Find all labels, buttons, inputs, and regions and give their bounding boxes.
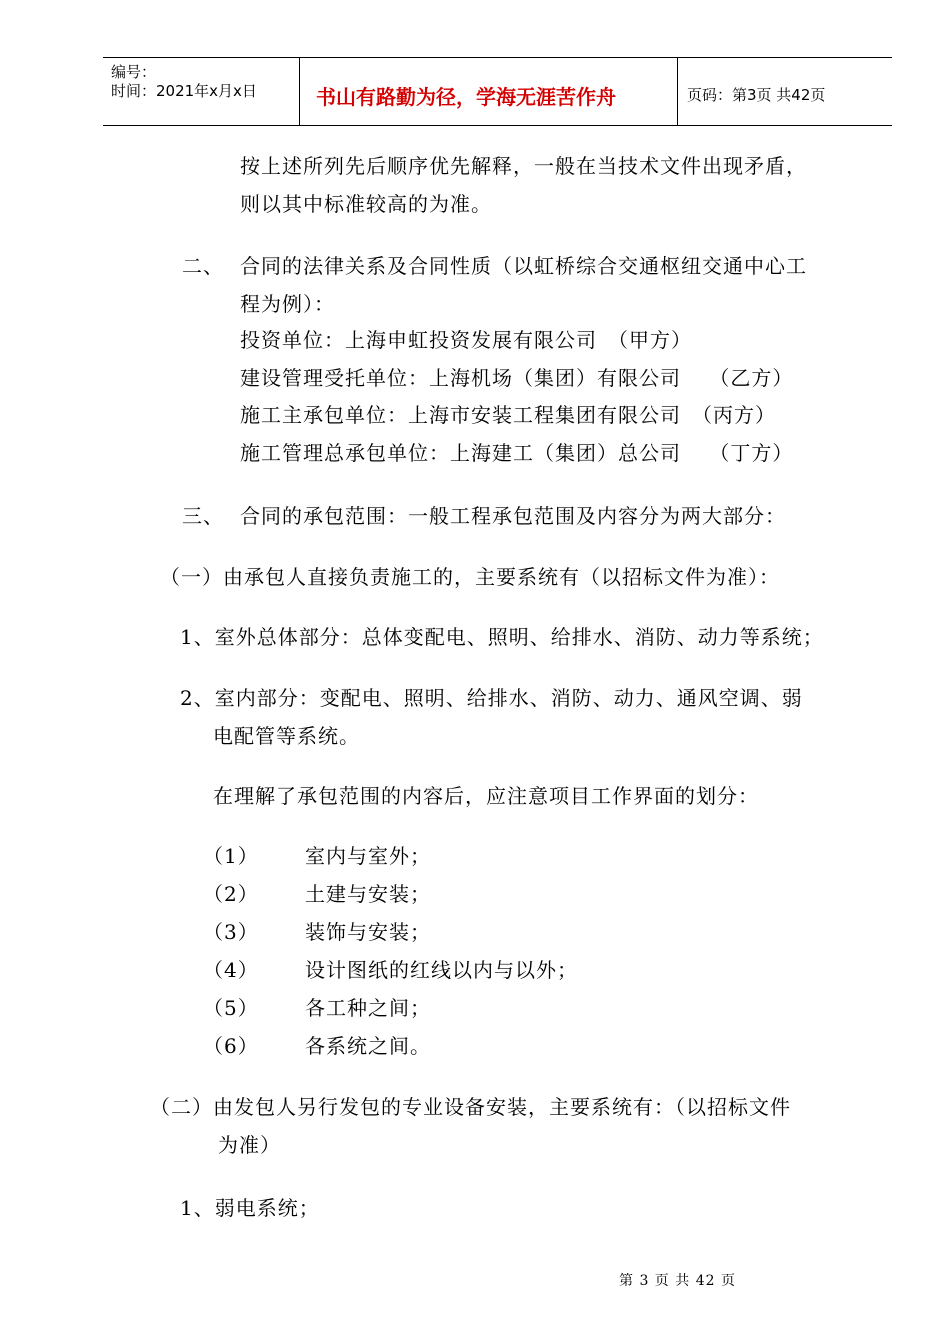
- section-heading-cont: 程为例）：: [240, 292, 335, 316]
- list-item: 各系统之间。: [305, 1034, 431, 1058]
- party-line: 建设管理受托单位：上海机场（集团）有限公司 （乙方）: [240, 366, 794, 390]
- list-item: 设计图纸的红线以内与以外；: [305, 958, 578, 982]
- list-number: （1）: [203, 844, 259, 868]
- section-number: 三、: [182, 504, 224, 528]
- subsection-heading: （一）由承包人直接负责施工的，主要系统有（以招标文件为准）：: [160, 565, 780, 589]
- party-line: 施工管理总承包单位：上海建工（集团）总公司 （丁方）: [240, 441, 794, 465]
- header-motto: 书山有路勤为径，学海无涯苦作舟: [316, 85, 616, 109]
- section-heading: 合同的承包范围：一般工程承包范围及内容分为两大部分：: [240, 504, 786, 528]
- header-top-rule: [103, 57, 892, 58]
- header-divider-left: [299, 57, 300, 125]
- page-info: 页码：第3页 共42页: [687, 86, 826, 104]
- list-number: （2）: [203, 882, 259, 906]
- party-line: 施工主承包单位：上海市安装工程集团有限公司 （丙方）: [240, 403, 776, 427]
- list-item: 各工种之间；: [305, 996, 431, 1020]
- list-item: 室内与室外；: [305, 844, 431, 868]
- paragraph-line: 在理解了承包范围的内容后，应注意项目工作界面的划分：: [213, 784, 759, 808]
- list-item: 土建与安装；: [305, 882, 431, 906]
- serial-label: 编号：: [111, 63, 157, 81]
- section-heading: 合同的法律关系及合同性质（以虹桥综合交通枢纽交通中心工: [240, 254, 807, 278]
- paragraph-line: 则以其中标准较高的为准。: [240, 192, 492, 216]
- list-item: 1、室外总体部分：总体变配电、照明、给排水、消防、动力等系统；: [180, 625, 824, 649]
- list-item-cont: 电配管等系统。: [213, 724, 360, 748]
- header-bottom-rule: [103, 125, 892, 126]
- subsection-heading: （二）由发包人另行发包的专业设备安装，主要系统有：（以招标文件: [150, 1095, 791, 1119]
- date-label: 时间：2021年x月x日: [111, 82, 257, 100]
- list-number: （3）: [203, 920, 259, 944]
- footer-page-number: 第 3 页 共 42 页: [619, 1273, 736, 1289]
- paragraph-line: 按上述所列先后顺序优先解释，一般在当技术文件出现矛盾，: [240, 154, 807, 178]
- list-number: （5）: [203, 996, 259, 1020]
- list-item: 1、弱电系统；: [180, 1196, 320, 1220]
- section-number: 二、: [182, 254, 224, 278]
- list-number: （4）: [203, 958, 259, 982]
- party-line: 投资单位：上海申虹投资发展有限公司 （甲方）: [240, 328, 692, 352]
- list-item: 装饰与安装；: [305, 920, 431, 944]
- list-item: 2、室内部分：变配电、照明、给排水、消防、动力、通风空调、弱: [180, 686, 803, 710]
- subsection-heading-cont: 为准）: [218, 1133, 281, 1157]
- header-divider-right: [677, 57, 678, 125]
- list-number: （6）: [203, 1034, 259, 1058]
